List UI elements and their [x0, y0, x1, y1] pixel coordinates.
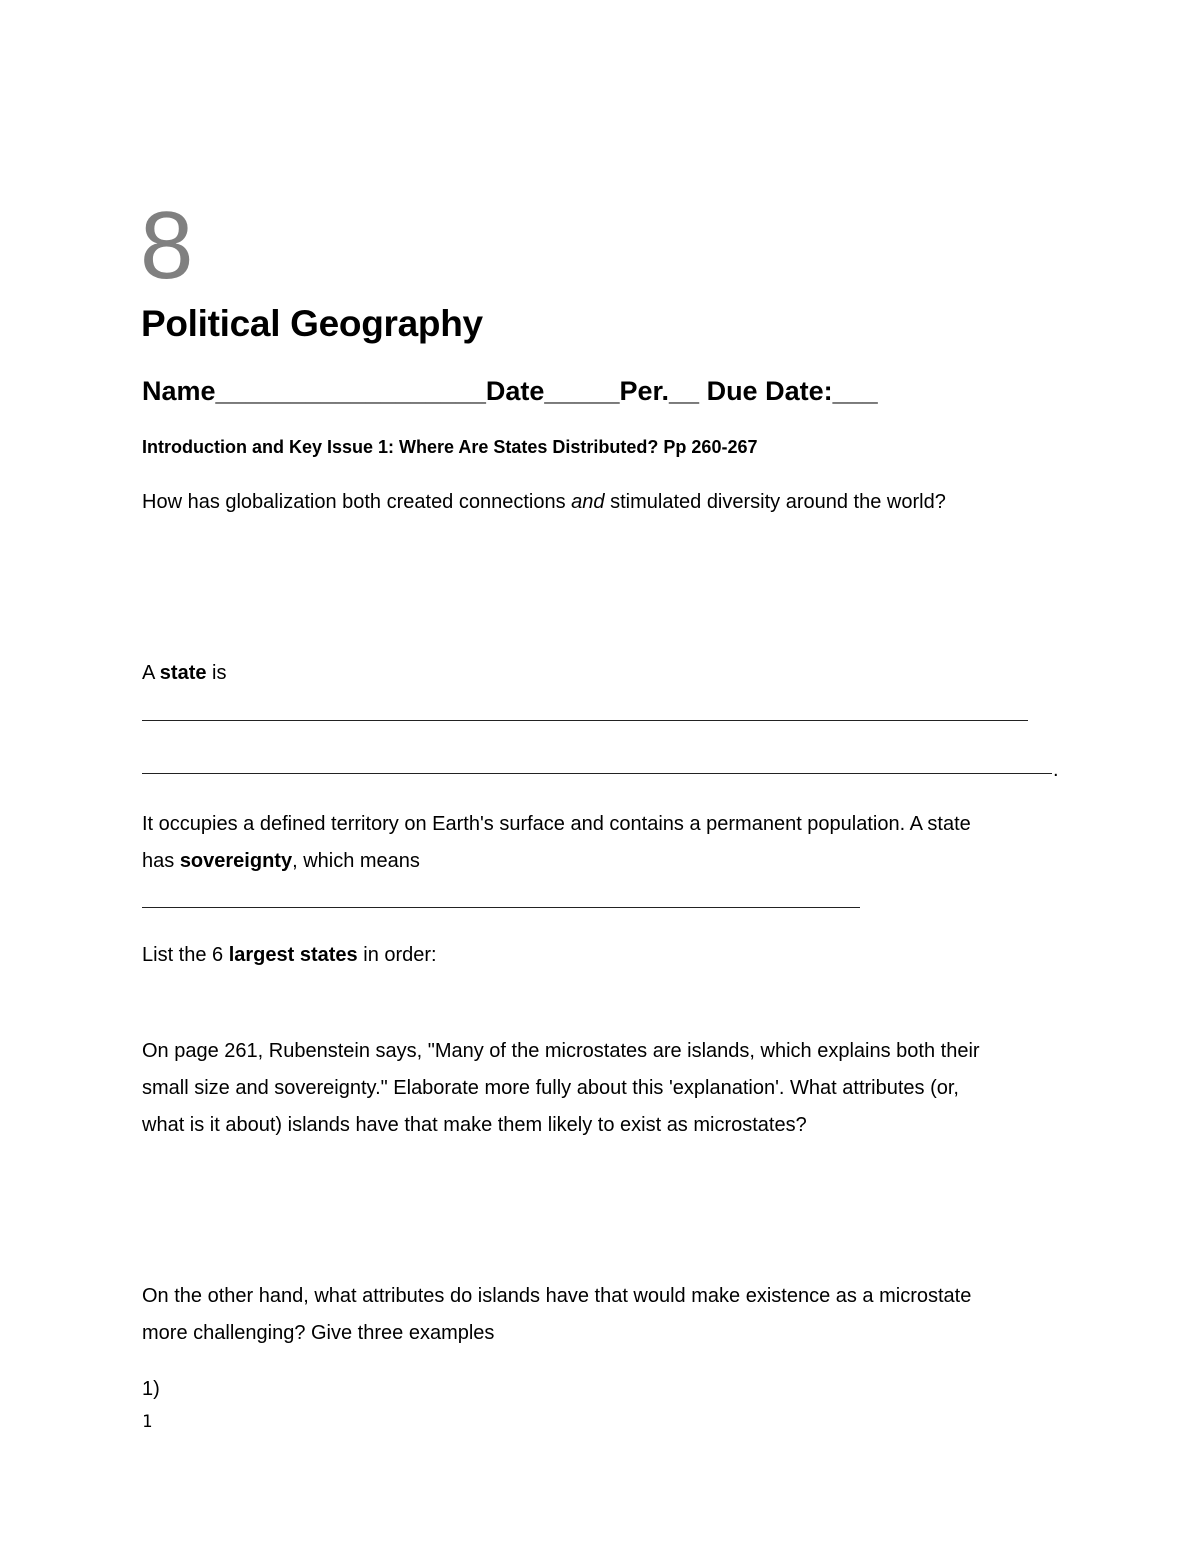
microstates-text-line1: On page 261, Rubenstein says, "Many of the microstates are islands, which explains both their	[142, 1040, 980, 1062]
chapter-number: 8	[140, 192, 194, 299]
challenges-text-line2: more challenging? Give three examples	[142, 1322, 495, 1344]
microstates-text-line3: what is it about) islands have that make them likely to exist as microstates?	[142, 1114, 807, 1136]
challenges-text-line1: On the other hand, what attributes do islands have that would make existence as a microstate	[142, 1285, 972, 1307]
globalization-emphasis: and	[571, 491, 605, 513]
state-prefix: A	[142, 662, 160, 684]
due-date-label: Due Date:	[699, 376, 833, 406]
sovereignty-text-line2	[142, 843, 420, 880]
largest-states-term: largest states	[228, 944, 358, 966]
answer-line-end-mark: .	[1053, 759, 1059, 781]
period-blank: __	[669, 376, 700, 406]
sovereignty-prefix: has	[142, 850, 180, 872]
sovereignty-text-line1: It occupies a defined territory on Earth's surface and contains a permanent population. A state	[142, 813, 971, 835]
largest-states-prefix: List the 6	[142, 944, 229, 966]
globalization-text-start: How has globalization both created connections	[142, 491, 572, 513]
period-label: Per.	[619, 376, 670, 406]
largest-states-prompt	[142, 937, 437, 974]
challenge-item-1: 1)	[142, 1378, 160, 1400]
page-number: 1	[142, 1412, 153, 1432]
largest-states-suffix: in order:	[357, 944, 437, 966]
sovereignty-term: sovereignty	[179, 850, 293, 872]
date-blank: _____	[544, 376, 620, 406]
microstates-text-line2: small size and sovereignty." Elaborate more fully about this 'explanation'. What attributes (or,	[142, 1077, 959, 1099]
answer-line-sovereignty	[142, 907, 860, 908]
globalization-question	[142, 484, 946, 521]
answer-line-state-1	[142, 720, 1028, 721]
name-label: Name	[142, 376, 216, 406]
sovereignty-suffix: , which means	[292, 850, 420, 872]
state-term: state	[159, 662, 207, 684]
state-suffix: is	[206, 662, 227, 684]
student-info-line	[142, 372, 878, 410]
section-heading: Introduction and Key Issue 1: Where Are States Distributed? Pp 260-267	[142, 437, 758, 457]
name-blank: __________________	[215, 376, 486, 406]
answer-line-state-2	[142, 773, 1052, 774]
date-label: Date	[485, 376, 545, 406]
globalization-text-end: stimulated diversity around the world?	[604, 491, 946, 513]
state-definition-prompt	[142, 655, 227, 692]
due-date-blank: ___	[832, 376, 878, 406]
chapter-title: Political Geography	[141, 303, 483, 344]
